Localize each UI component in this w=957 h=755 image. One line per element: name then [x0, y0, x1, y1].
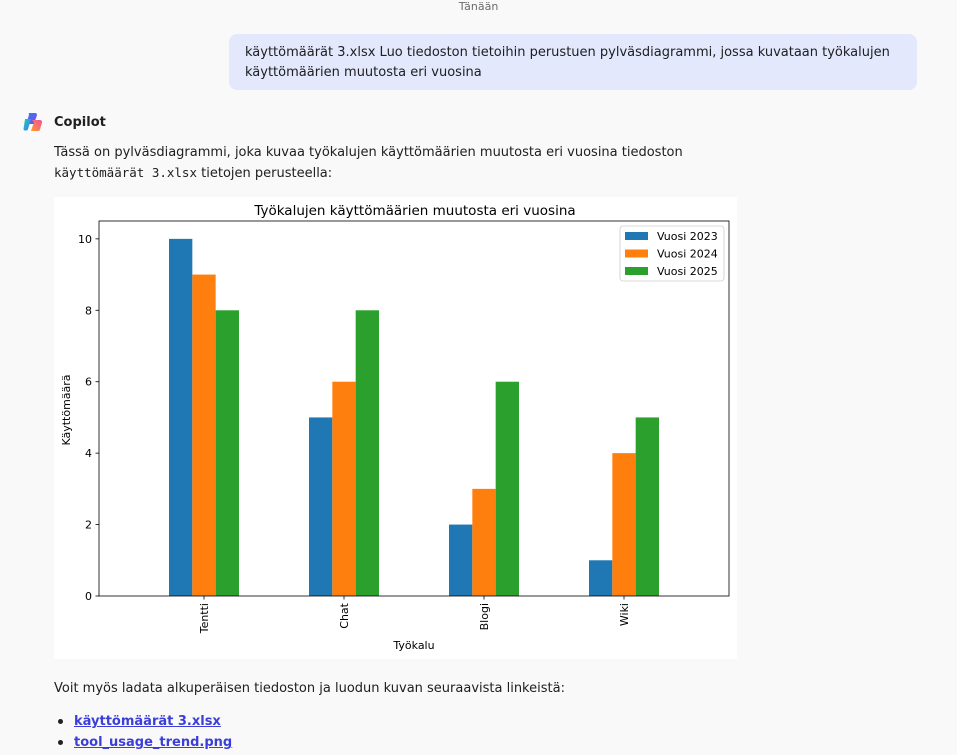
bar-chart: [54, 197, 737, 659]
download-links: [54, 711, 232, 753]
y-tick-label: 2: [85, 518, 92, 532]
bar-vuosi-2025-blogi: [496, 382, 519, 596]
assistant-name: Copilot: [54, 114, 106, 130]
legend-label: Vuosi 2023: [657, 230, 718, 243]
bar-vuosi-2025-chat: [356, 310, 379, 596]
outro-text: Voit myös ladata alkuperäisen tiedoston ja luodun kuvan seuraavista linkeistä:: [54, 681, 565, 696]
bar-vuosi-2023-blogi: [449, 525, 472, 596]
y-tick-label: 10: [78, 232, 92, 246]
copilot-logo-icon: [22, 111, 44, 133]
bar-vuosi-2023-wiki: [589, 560, 612, 596]
png-download-link[interactable]: tool_usage_trend.png: [74, 735, 233, 750]
legend-label: Vuosi 2024: [657, 247, 718, 261]
x-tick-label: Chat: [338, 603, 351, 629]
y-tick-label: 6: [85, 375, 92, 389]
reply-intro-text-1: Tässä on pylväsdiagrammi, joka kuvaa työkalujen käyttömäärien muutosta eri vuosina tiedoston: [54, 145, 683, 160]
bar-vuosi-2024-blogi: [472, 489, 495, 596]
y-tick-label: 0: [85, 590, 92, 603]
download-link-item: [54, 732, 232, 753]
bar-vuosi-2025-tentti: [216, 310, 239, 596]
xlsx-download-link[interactable]: käyttömäärät 3.xlsx: [74, 714, 221, 729]
legend-label: Vuosi 2025: [657, 265, 718, 278]
bar-vuosi-2023-tentti: [169, 239, 192, 596]
bar-vuosi-2025-wiki: [636, 417, 659, 596]
legend-swatch: [625, 232, 648, 240]
bar-vuosi-2024-tentti: [192, 275, 215, 596]
download-link-item: [54, 711, 232, 732]
reply-intro-text-2: tietojen perusteella:: [201, 166, 333, 181]
bar-vuosi-2024-chat: [332, 382, 355, 596]
chart-x-axis-label: Työkalu: [393, 639, 435, 652]
x-tick-label: Tentti: [198, 603, 211, 634]
bullet: [58, 740, 63, 745]
chart-title: Työkalujen käyttömäärien muutosta eri vuosina: [254, 203, 576, 219]
bullet: [58, 719, 63, 724]
date-label: Tänään: [458, 0, 499, 13]
bar-chart-image: [54, 197, 737, 659]
y-tick-label: 4: [85, 447, 92, 461]
legend-swatch: [625, 267, 648, 275]
user-message-bubble: [229, 34, 917, 90]
x-tick-label: Blogi: [478, 603, 491, 631]
bar-vuosi-2024-wiki: [612, 453, 635, 596]
y-tick-label: 8: [85, 304, 92, 318]
reply-intro: [54, 143, 914, 184]
chart-y-axis-label: Käyttömäärä: [60, 374, 73, 446]
user-message-text: käyttömäärät 3.xlsx Luo tiedoston tietoihin perustuen pylväsdiagrammi, jossa kuvataan työkalujen käyttömäärien muutosta eri vuosina: [245, 45, 890, 80]
reply-intro-filename: käyttömäärät 3.xlsx: [54, 165, 197, 180]
bar-vuosi-2023-chat: [309, 417, 332, 596]
legend-swatch: [625, 250, 648, 258]
assistant-header: [22, 111, 106, 133]
x-tick-label: Wiki: [618, 603, 631, 627]
